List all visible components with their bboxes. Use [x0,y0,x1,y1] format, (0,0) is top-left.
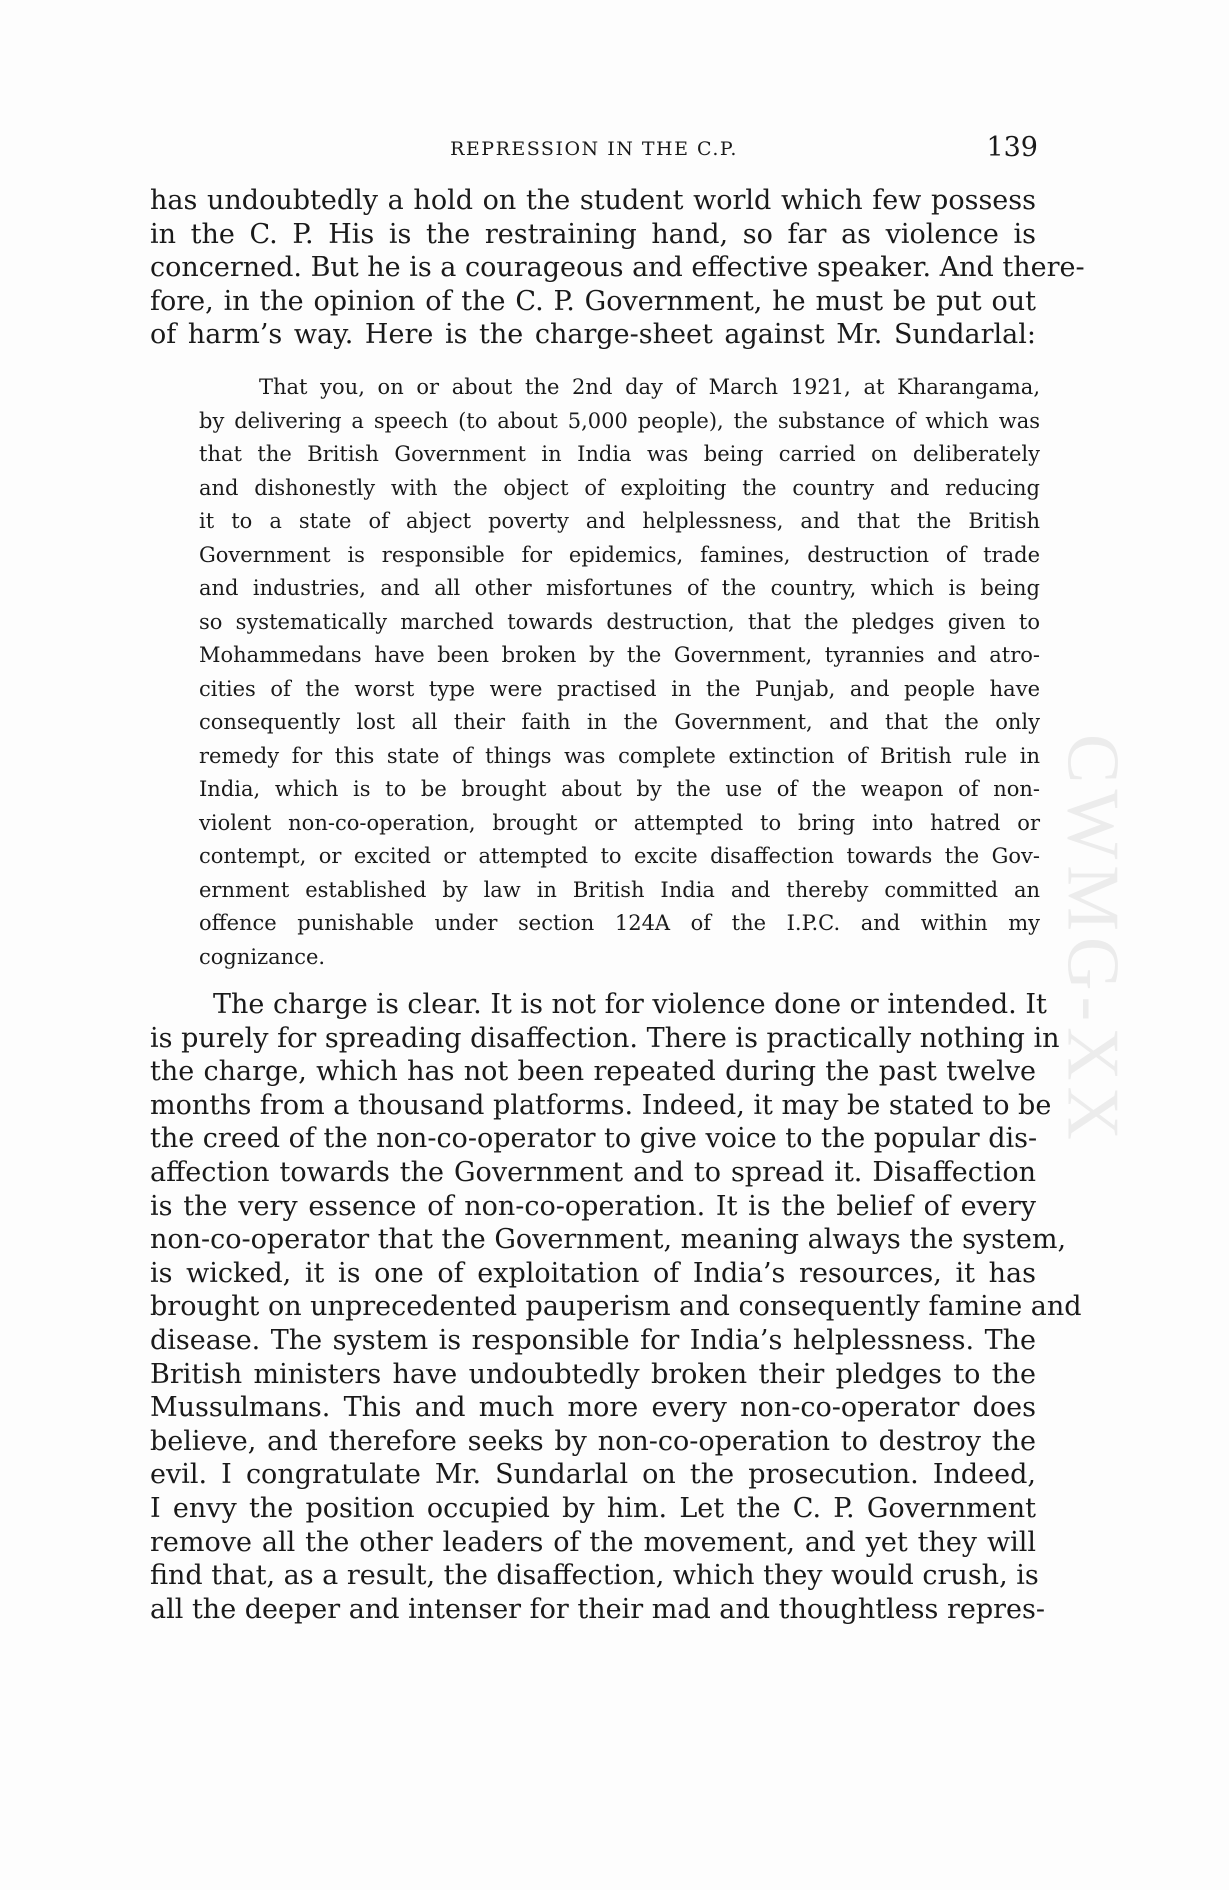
text-line: and dishonestly with the object of exploiting the country and reducing [199,475,1040,500]
text-line: the charge, which has not been repeated during the past twelve [150,1056,1036,1088]
text-line: the creed of the non-co-operator to give voice to the popular dis- [150,1123,1038,1155]
text-line: I envy the position occupied by him. Let the C. P. Government [150,1492,1036,1524]
paragraph-1 [150,184,1085,352]
text-line: in the C. P. His is the restraining hand, so far as violence is [150,218,1036,250]
text-line: The charge is clear. It is not for violence done or intended. It [213,989,1047,1020]
text-line: Mohammedans have been broken by the Government, tyrannies and atro- [199,643,1040,667]
text-line: and industries, and all other misfortunes of the country, which is being [199,576,1040,600]
watermark [1051,530,1134,1350]
charge-sheet-quote [199,371,1040,974]
text-line: brought on unprecedented pauperism and consequently famine and [150,1291,1082,1323]
text-line: by delivering a speech (to about 5,000 people), the substance of which was [199,408,1040,433]
paragraph-2 [150,988,1082,1626]
text-line: it to a state of abject poverty and helplessness, and that the British [199,509,1040,533]
text-line: India, which is to be brought about by the use of the weapon of non- [199,777,1040,801]
text-line: Mussulmans. This and much more every non-co-operator does [150,1392,1036,1424]
text-line: find that, as a result, the disaffection, which they would crush, is [150,1560,1039,1592]
text-line: British ministers have undoubtedly broken their pledges to the [150,1358,1036,1390]
text-line: concerned. But he is a courageous and effective speaker. And there- [150,252,1085,284]
running-head: REPRESSION IN THE C.P. [450,138,738,160]
text-line: cognizance. [199,944,326,969]
page-number: 139 [986,132,1038,163]
text-line: all the deeper and intenser for their mad and thoughtless repres- [150,1593,1046,1625]
text-line: months from a thousand platforms. Indeed, it may be stated to be [150,1089,1052,1121]
text-line: is the very essence of non-co-operation. It is the belief of every [150,1190,1036,1222]
watermark-text: CWMG-XX [1051,734,1134,1146]
text-line: non-co-operator that the Government, meaning always the system, [150,1224,1067,1256]
text-line: is wicked, it is one of exploitation of India’s resources, it has [150,1257,1036,1289]
text-line: consequently lost all their faith in the Government, and that the only [199,710,1040,734]
text-line: contempt, or excited or attempted to excite disaffection towards the Gov- [199,844,1040,868]
text-line: that the British Government in India was being carried on deliberately [199,442,1040,466]
text-line: fore, in the opinion of the C. P. Government, he must be put out [150,285,1036,317]
text-line: so systematically marched towards destruction, that the pledges given to [199,609,1040,634]
text-line: remove all the other leaders of the movement, and yet they will [150,1526,1036,1558]
text-line: offence punishable under section 124A of the I.P.C. and within my [199,911,1040,935]
text-line: violent non-co-operation, brought or attempted to bring into hatred or [199,810,1040,835]
text-line: cities of the worst type were practised in the Punjab, and people have [199,676,1040,701]
text-line: ernment established by law in British India and thereby committed an [199,877,1040,902]
text-line: remedy for this state of things was complete extinction of British rule in [199,743,1040,768]
page-header [150,132,1038,166]
text-line: believe, and therefore seeks by non-co-operation to destroy the [150,1425,1036,1457]
text-line: disease. The system is responsible for India’s helplessness. The [150,1324,1036,1356]
text-line: affection towards the Government and to spread it. Disaffection [150,1156,1036,1188]
text-line: has undoubtedly a hold on the student world which few possess [150,185,1036,216]
text-line: Government is responsible for epidemics, famines, destruction of trade [199,542,1040,567]
text-line: of harm’s way. Here is the charge-sheet against Mr. Sundarlal: [150,319,1036,351]
text-line: evil. I congratulate Mr. Sundarlal on the prosecution. Indeed, [150,1459,1036,1491]
text-line: is purely for spreading disaffection. There is practically nothing in [150,1022,1060,1054]
text-line: That you, on or about the 2nd day of March 1921, at Kharangama, [259,375,1040,399]
